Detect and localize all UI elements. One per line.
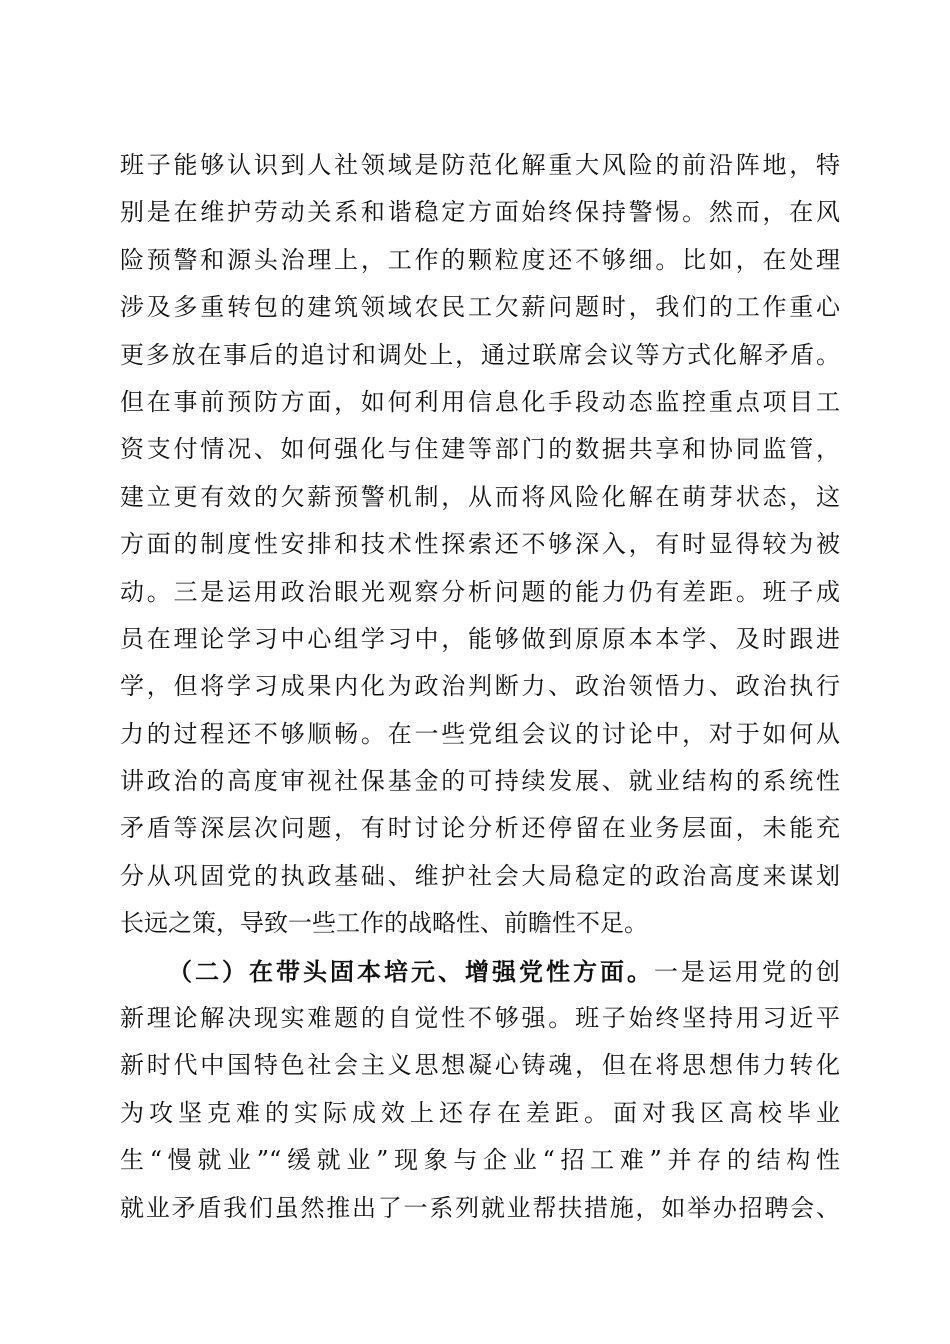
text-line: 学，但将学习成果内化为政治判断力、政治领悟力、政治执行: [120, 672, 840, 701]
text-line: 险预警和源头治理上，工作的颗粒度还不够细。比如，在处理: [120, 245, 840, 274]
text-line: 长远之策，导致一些工作的战略性、前瞻性不足。: [120, 909, 648, 938]
text-line: 涉及多重转包的建筑领域农民工欠薪问题时，我们的工作重心: [120, 293, 840, 322]
paragraph-1: [120, 142, 840, 948]
text-run: 一是运用党的创: [654, 957, 840, 986]
text-line: 为攻坚克难的实际成效上还存在差距。面对我区高校毕业: [120, 1098, 840, 1127]
section-heading: （二）在带头固本培元、增强党性方面。: [168, 956, 654, 986]
text-line: 新理论解决现实难题的自觉性不够强。班子始终坚持用习近平: [120, 1004, 840, 1033]
text-line: 员在理论学习中心组学习中，能够做到原原本本学、及时跟进: [120, 624, 840, 653]
document-body: [120, 142, 840, 1232]
text-line: 更多放在事后的追讨和调处上，通过联席会议等方式化解矛盾。: [120, 340, 840, 369]
text-line: 资支付情况、如何强化与住建等部门的数据共享和协同监管，: [120, 435, 840, 464]
text-line: [120, 948, 840, 995]
text-line: 讲政治的高度审视社保基金的可持续发展、就业结构的系统性: [120, 767, 840, 796]
text-line: 动。三是运用政治眼光观察分析问题的能力仍有差距。班子成: [120, 577, 840, 606]
text-line: 班子能够认识到人社领域是防范化解重大风险的前沿阵地，特: [120, 151, 840, 179]
text-line: 新时代中国特色社会主义思想凝心铸魂，但在将思想伟力转化: [120, 1051, 840, 1080]
text-line: 生“慢就业”“缓就业”现象与企业“招工难”并存的结构性: [120, 1146, 840, 1175]
text-line: 但在事前预防方面，如何利用信息化手段动态监控重点项目工: [120, 387, 840, 416]
paragraph-2: [120, 948, 840, 1232]
text-line: 分从巩固党的执政基础、维护社会大局稳定的政治高度来谋划: [120, 861, 840, 890]
text-line: 矛盾等深层次问题，有时讨论分析还停留在业务层面，未能充: [120, 814, 840, 843]
text-line: 别是在维护劳动关系和谐稳定方面始终保持警惕。然而，在风: [120, 198, 840, 227]
text-line: 力的过程还不够顺畅。在一些党组会议的讨论中，对于如何从: [120, 719, 840, 748]
text-line: 建立更有效的欠薪预警机制，从而将风险化解在萌芽状态，这: [120, 482, 840, 511]
text-line: 就业矛盾我们虽然推出了一系列就业帮扶措施，如举办招聘会、: [120, 1193, 840, 1222]
text-line: 方面的制度性安排和技术性探索还不够深入，有时显得较为被: [120, 530, 840, 559]
